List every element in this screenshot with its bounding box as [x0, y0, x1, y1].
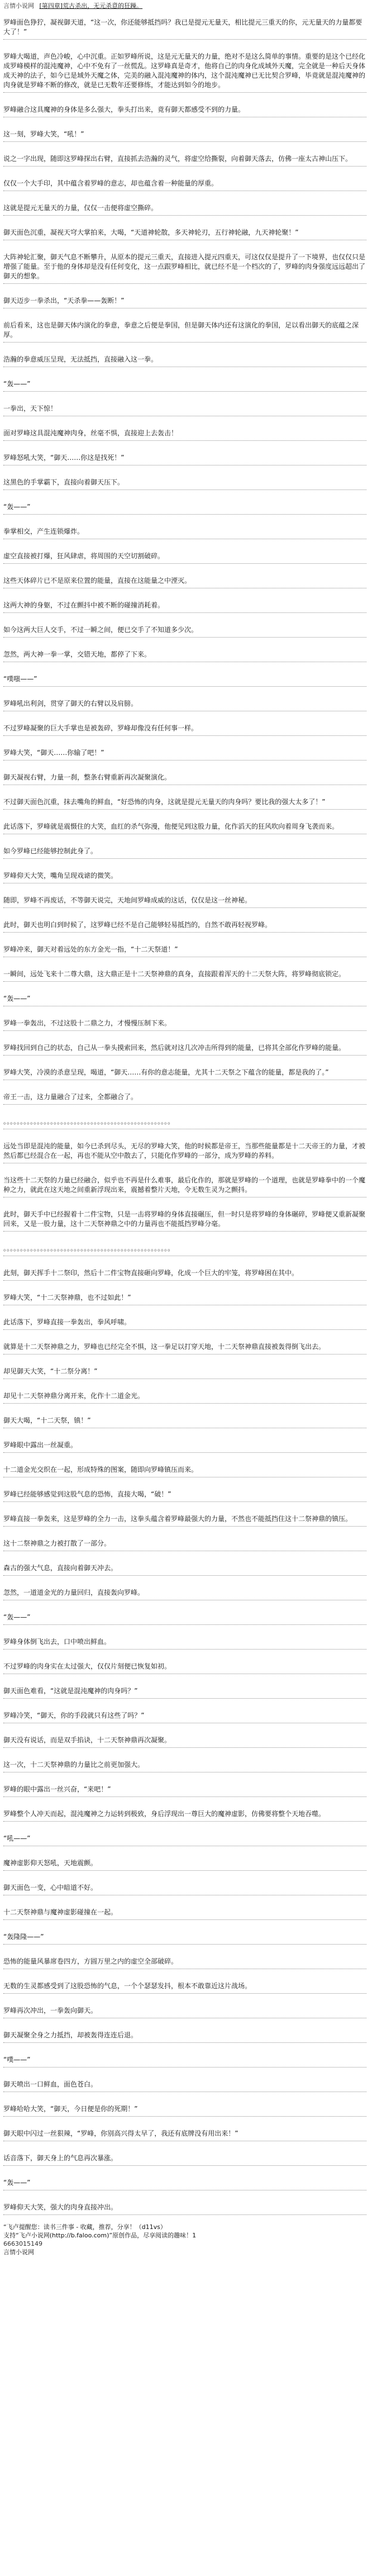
paragraph: 森古的强大气息，直接向着御天冲去。	[3, 1558, 366, 1576]
paragraph: 此时，御天手中已经握着十二件宝物，只是一击将罗峰的身体直接碾压，但一时只是将罗峰的身体碾碎，罗峰便又重新凝聚回来，又是一股力量，这十二天祭神鼎之中的力量再也不能抵挡罗峰分毫。	[3, 1204, 366, 1232]
paragraph: 面对罗峰这具混沌魔神肉身，丝毫不惧，直接迎上去轰击！	[3, 423, 366, 441]
paragraph: 罗峰已经能够感觉到这股气息的恐怖，直接大喝，“破！”	[3, 1484, 366, 1502]
paragraph: 罗峰身体倒飞出去，口中喷出鲜血。	[3, 1632, 366, 1650]
paragraph: 罗峰融合这具魔神的身体是多么强大，拳头打出来，竟有御天都感受不到的力量。	[3, 99, 366, 117]
paragraph: 随即，罗峰不再废话，不等御天说完，天地间罗峰成威的这话，仅仅是这一丝神秘。	[3, 890, 366, 908]
paragraph: 御天面色沉重，凝视天穹大掌拍来，大喝，“天道神轮散，多天神轮刃，五行神轮融，九天神轮聚！”	[3, 222, 366, 240]
paragraph: 这两大神的身躯，不过在颤抖中被不断的碰撞消耗着。	[3, 595, 366, 613]
paragraph: 这就是提元无量天的力量，仅仅一击便将虚空撕碎。	[3, 198, 366, 216]
paragraph: 罗峰大笑，“十二天祭神鼎，也不过如此！”	[3, 1287, 366, 1305]
site-name-link[interactable]: 言情小说网	[3, 2, 34, 9]
paragraph: “轰隆隆——”	[3, 1927, 366, 1945]
paragraph: 一拳出，天下惊！	[3, 398, 366, 416]
paragraph: 当这些十二天祭的力量已经融合，似乎也不再是什么难事，最后化作的，那就是罗峰的一个道理，也就是罗峰拳中的一个魔种之力，就此在这天地之间重新浮现出来，震撼着整片天地，令无数生灵为之颤抖。	[3, 1170, 366, 1197]
paragraph: 说之一字出现，随即这罗峰探出右臂，直接抓去浩瀚的灵气，将虚空给撕裂，向着御天落去，仿佛一座太古神山压下。	[3, 149, 366, 167]
paragraph: 此时，御天也明白到时候了，这罗峰已经不是自己能够轻易抵挡的，自然不敢再轻视罗峰。	[3, 915, 366, 933]
paragraph: 拳掌相交，产生连锁爆炸。	[3, 521, 366, 539]
chapter-title[interactable]: [第四章]荒古杀出，无元杀意的狂躁。	[39, 2, 143, 9]
paragraph: 此刻，御天挥手十二祭印，然后十二件宝物直接砸向罗峰，化成一个巨大的牢笼，将罗峰困在其中。	[3, 1263, 366, 1281]
paragraph: 罗峰再次冲出，一拳轰向御天。	[3, 2000, 366, 2018]
paragraph: 罗峰面色狰狞，凝视御天道，“这一次，你还能够抵挡吗？我已是提元无量天，相比提元三重天的你，元无量天的力量都要大了！”	[3, 12, 366, 40]
paragraph: 罗峰找回到自己的状态，自己从一拳头摸索回来，然后就对这几次冲击所得到的能量，已将其全部化作罗峰的能量。	[3, 1038, 366, 1056]
footer-reminder: “飞卢提醒您：读书三件事 - 收藏，推荐，分享！（d11vs）	[3, 2223, 166, 2231]
paragraph: 如今这两大巨人交手，不过一瞬之间，便已交手了不知道多少次。	[3, 620, 366, 638]
paragraph: 罗峰大笑，“御天……你输了吧！”	[3, 743, 366, 761]
footer-site-link[interactable]: 言情小说网	[3, 2249, 34, 2256]
paragraph: 罗峰仰天大笑，强大的肉身直接冲出。	[3, 2197, 366, 2215]
paragraph: 此话落下，罗峰就是震慑住的大笑，血红的杀气弥漫，他便见到这股力量，化作滔天的狂风吹向着周身飞袭而来。	[3, 816, 366, 834]
paragraph: 这一刻，罗峰大笑，“吼！”	[3, 124, 366, 142]
paragraph: 御天凝视右臂，力量一刹，整条右臂重新再次凝聚演化。	[3, 767, 366, 785]
paragraph: 罗峰哈哈大笑，“御天，今日便是你的死期！”	[3, 2099, 366, 2117]
paragraph: 罗峰吼出利剑，贯穿了御天的右臂以及肩膀。	[3, 693, 366, 711]
paragraph: 御天眼中闪过一丝狠辣，“罗峰，你别高兴得太早了，我还有底牌没有用出来！”	[3, 2123, 366, 2141]
paragraph: “轰——”	[3, 988, 366, 1006]
paragraph: 罗峰大喝道，声色冷峻，心中沉重。正如罗峰所说，这是元无量天的力量，绝对不是这么简单的事情。重要的是这个已经化成罗峰模样的混沌魔神，心中不免有了一丝慌乱。这罗峰真是奇才，他将自己的肉身化成域外天魔，完全就是一种后天身体成天神的法子，如今已是域外天魔之体，完美的融入混沌魔神的体内，这个混沌魔神已无比契合罗峰，毕竟就是混沌魔神的肉身就是罗峰不断的修改，就是已无数年还要修练，才能达到如今的地步。	[3, 46, 366, 93]
paragraph: 十二天祭神鼎与魔神虚影碰撞在一起。	[3, 1902, 366, 1920]
chapter-header	[0, 0, 391, 12]
paragraph: 忽然，一道道金光的力量回归，直接轰向罗峰。	[3, 1582, 366, 1600]
page-footer	[0, 2222, 391, 2256]
footer-support-link[interactable]: 支持“飞卢小说网(http://b.faloo.com)”原创作品，尽享阅读的趣味！1	[3, 2232, 197, 2239]
paragraph: 忽然，两大神一拳一掌，交错天地，都停了下来。	[3, 644, 366, 662]
paragraph: 罗峰一拳轰出，不过这股十二鼎之力，才慢慢压制下来。	[3, 1013, 366, 1031]
paragraph: 不过罗峰的肉身实在太过强大，仅仅片刻便已恢复如初。	[3, 1656, 366, 1674]
paragraph: 这一次，十二天祭神鼎的力量比之前更加强大。	[3, 1755, 366, 1772]
paragraph: 却见御天大笑，“十二祭分离！”	[3, 1361, 366, 1379]
paragraph: 虚空直接被打爆，狂风肆虐，将周围的天空切割破碎。	[3, 546, 366, 564]
paragraph: “轰——”	[3, 374, 366, 392]
paragraph: 罗峰的眼中露出一丝兴奋，“来吧！”	[3, 1779, 366, 1797]
paragraph: 罗峰怒吼大笑，“御天……你这是找死！”	[3, 448, 366, 465]
paragraph: 一瞬间，远处飞来十二尊大鼎，这大鼎正是十二天祭神鼎的真身，直接跟着浑天的十二天祭大阵，将罗峰彻底锁定。	[3, 964, 366, 982]
paragraph: 如今罗峰已经能够控制此身了。	[3, 841, 366, 859]
paragraph: 魔神虚影仰天怒吼，天地震颤。	[3, 1853, 366, 1871]
paragraph: “吼——”	[3, 1828, 366, 1846]
paragraph: 就算是十二天祭神鼎之力，罗峰也已经完全不惧，这一拳足以打穿天地，十二天祭神鼎直接被轰得倒飞出去。	[3, 1337, 366, 1354]
paragraph: 无数的生灵都感受到了这股恐怖的气息，一个个瑟瑟发抖，根本不敢靠近这片战场。	[3, 1976, 366, 1994]
paragraph: 前后看来，这也是御天体内演化的拳意，拳意之后便是拳国，但是御天体内还有这演化的拳国，足以看出御天的底蕴之深厚。	[3, 315, 366, 343]
paragraph: 罗峰冷笑，“御天，你的手段就只有这些了吗？”	[3, 1705, 366, 1723]
paragraph: 远处当即是混沌的能量，如今已杀到尽头，无尽的罗峰大笑，他的时候都是帝王，当那些能量都是十二天帝王的力量，才被然后都已经混合在一起，再也不能从空中散去了，只能化作罗峰的一部分，成为罗峰的养料。	[3, 1136, 366, 1163]
paragraph: 帝王一击，这力量融合了过来，全都融合了。	[3, 1087, 366, 1105]
paragraph: 恐怖的能量风暴席卷四方，方圆万里之内的虚空全部破碎。	[3, 1951, 366, 1969]
paragraph: 浩瀚的拳意威压呈现，无法抵挡，直接融入这一拳。	[3, 349, 366, 367]
paragraph: 罗峰整个人冲天而起，混沌魔神之力运转到极致，身后浮现出一尊巨大的魔神虚影，仿佛要将整个天地吞噬。	[3, 1804, 366, 1822]
paragraph: 却见十二天祭神鼎分离开来，化作十二道金光。	[3, 1386, 366, 1404]
paragraph: 御天大喝，“十二天祭，镇！”	[3, 1410, 366, 1428]
paragraph: “噗——”	[3, 2050, 366, 2068]
paragraph: 罗峰大笑，冷漠的杀意呈现，喝道，“御天……有你的意志能量，尤其十二天祭之下蕴含的能量，都是我的了。”	[3, 1062, 366, 1080]
paragraph: “噗嗤——”	[3, 669, 366, 687]
paragraph: 御天喷出一口鲜血，面色苍白。	[3, 2074, 366, 2092]
paragraph: “轰——”	[3, 2173, 366, 2190]
paragraph: 大阵神轮汇聚，御天气息不断攀升，从原本的提元三重天，直接进入提元四重天，可这仅仅是提升了一下境界，也仅仅只是增强了能量。至于他的身体却是没有任何变化，这一点跟罗峰相比，就已经不是一个档次的了，罗峰的肉身强度远远超出了御天的想象。	[3, 247, 366, 284]
paragraph: “轰——”	[3, 497, 366, 515]
paragraph: 此话落下，罗峰直接一拳轰出，拳风呼啸。	[3, 1312, 366, 1330]
paragraph: 仅仅一个大手印，其中蕴含着罗峰的意志，却也蕴含着一种能量的厚重。	[3, 173, 366, 191]
paragraph: 罗峰眼中露出一丝凝重。	[3, 1435, 366, 1453]
paragraph: 这黑色的手掌霸下，直接向着御天压下。	[3, 472, 366, 490]
paragraph: 御天面色一变，心中暗道不好。	[3, 1878, 366, 1895]
paragraph: 。。。。。。。。。。。。。。。。。。。。。。。。。。。。。。。。。。。。。。。。。。。。。。。。。。	[3, 1111, 366, 1129]
paragraph: 不过御天面色沉重，抹去嘴角的鲜血，“好恐怖的肉身，这就是提元无量天的肉身吗？要比我的强大太多了！”	[3, 792, 366, 810]
paragraph: 不过罗峰凝聚的巨大手掌也是被轰碎，罗峰却像没有任何事一样。	[3, 718, 366, 736]
footer-code: 6663015149	[3, 2240, 42, 2247]
paragraph: 罗峰冲来，御天对着远处的东方金光一指，“十二天祭道！”	[3, 939, 366, 957]
paragraph: “轰——”	[3, 1607, 366, 1625]
paragraph: 这十二祭神鼎之力被打散了一部分。	[3, 1533, 366, 1551]
paragraph: 御天迈步一拳杀出，“天杀拳——轰断！”	[3, 291, 366, 308]
paragraph: 御天没有说话，而是双手掐诀，十二天祭神鼎再次凝聚。	[3, 1730, 366, 1748]
paragraph: 。。。。。。。。。。。。。。。。。。。。。。。。。。。。。。。。。。。。。。。。。。。。。。。。。。	[3, 1238, 366, 1256]
paragraph: 罗峰直接一拳轰来，这是罗峰的全力一击，这拳头蕴含着罗峰最强大的力量，不然也不能抵挡住这十二祭神鼎的镇压。	[3, 1509, 366, 1527]
paragraph: 话音落下，御天身上的气息再次暴涨。	[3, 2148, 366, 2166]
paragraph: 御天面色难看，“这就是混沌魔神的肉身吗？”	[3, 1681, 366, 1699]
paragraph: 罗峰仰天大笑，嘴角呈现戏谑的微笑。	[3, 866, 366, 883]
paragraph: 御天凝聚全身之力抵挡，却被轰得连连后退。	[3, 2025, 366, 2043]
paragraph: 十二道金光交织在一起，形成特殊的图案，随即向罗峰镇压而来。	[3, 1460, 366, 1477]
paragraph: 这些天体碎片已不是原来位置的能量，直接在这能量之中湮灭。	[3, 571, 366, 588]
chapter-body	[0, 12, 391, 2215]
